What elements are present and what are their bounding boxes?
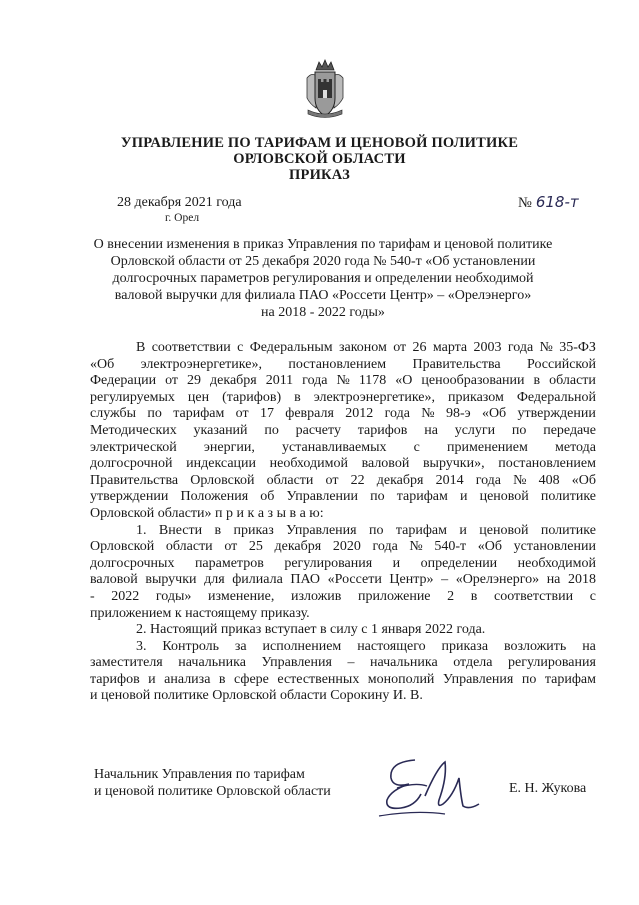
body-word: естественных [277,671,360,687]
body-word: в [218,671,226,687]
body-word: в [533,373,541,389]
body-word: – [347,655,355,671]
body-line [90,655,596,672]
body-word: «О [395,373,413,389]
body-word: года [475,472,502,488]
body-line: Орловской области» п р и к а з ы в а ю: [90,505,324,521]
body-word: тарифам [396,489,448,505]
body-word: тарифов [90,671,140,687]
body-word: с [413,439,420,455]
body-word: параметров [194,555,264,571]
body-word: и [148,671,156,687]
body-word: № [336,373,350,389]
body-word: годы» [155,588,192,604]
body-word: для [204,572,225,588]
document-type: ПРИКАЗ [289,167,350,183]
body-word: от [165,373,179,389]
body-word: утверждении [90,489,169,505]
subject-line: О внесении изменения в приказ Управления по тарифам и ценовой политике [93,237,553,252]
body-word: декабря [274,539,322,555]
subject-line: на 2018 - 2022 годы» [261,305,385,320]
subject-line: долгосрочных параметров регулирования и определении необходимой [112,271,534,286]
body-line [90,572,596,589]
body-word: области [165,539,213,555]
body-word: приказ [233,522,274,538]
body-word: «Об [90,356,115,372]
body-line [90,340,596,357]
body-word: заместителя [90,655,163,671]
body-line: и ценовой политике Орловской области Сорокину И. В. [90,688,423,704]
body-word: Контроль [162,638,219,654]
signatory-title-line2: и ценовой политике Орловской области [94,784,331,799]
body-word: от [325,472,339,488]
body-word: индексации [186,456,257,472]
body-word: 29 [187,373,202,389]
body-word: и [459,522,467,538]
body-word: долгосрочных [90,555,175,571]
body-word: Орловской [190,472,255,488]
body-word: валовой [90,572,138,588]
body-word: сфере [234,671,269,687]
body-word: (тарифов) [222,389,282,405]
body-word: тарифов [357,422,408,438]
body-word: исполнением [262,638,342,654]
signatory-name: Е. Н. Жукова [509,781,587,796]
body-word: В [136,340,146,355]
body-word: и [459,489,468,505]
body-word: изменение, [208,588,275,604]
body-word: от [235,406,249,422]
body-word: приказом [448,389,504,405]
subject-line: валовой выручки для филиала ПАО «Россети Центр» – «Орелэнерго» [114,288,532,303]
body-word: 2011 [265,373,294,389]
body-word: - [90,588,95,604]
body-line [90,456,596,473]
body-word: утверждении [517,406,596,422]
body-word: энергии, [203,439,255,455]
body-word: необходимой [517,555,596,571]
body-word: регулирования [284,555,373,571]
body-word: отдела [453,655,493,671]
body-word: соответствии [493,588,574,604]
number-value: 618-т [535,193,579,211]
body-word: в [214,522,222,538]
body-word: тарифам [395,522,447,538]
body-word: «Об [477,539,503,555]
body-word: 408 [538,472,560,488]
body-word: года [372,539,398,555]
body-line [90,523,596,540]
body-word: «Орелэнерго» [455,572,540,588]
body-line [90,489,596,506]
body-line: приложением к настоящему приказу. [90,605,310,621]
body-word: 2018 [567,572,596,588]
body-word: определении [420,555,498,571]
body-word: по [147,406,162,422]
body-word: об [260,489,275,505]
body-line [90,373,596,390]
body-word: Управления [442,671,514,687]
body-word: по [264,422,279,438]
coat-of-arms-icon [302,58,348,120]
body-line [90,639,596,656]
body-word: филиала [232,572,283,588]
body-word: 26 [412,340,427,355]
body-word: на [582,638,596,654]
body-word: февраля [285,406,334,422]
body-word: 2014 [435,472,464,488]
body-word: метода [555,439,596,455]
body-word: выручки [145,572,197,588]
body-word: года [507,340,534,355]
body-line [90,390,596,407]
body-word: Федерации [90,373,157,389]
body-word: с [237,340,244,355]
body-word: 540-т [434,539,467,555]
body-word: Орловской [90,539,155,555]
body-line: 2. Настоящий приказ вступает в силу с 1 января 2022 года. [136,622,486,638]
body-word: и [392,555,401,571]
body-word: валовой [361,456,410,472]
body-word: службы [90,406,137,422]
body-word: в [470,588,478,604]
body-word: установлении [513,539,596,555]
body-word: 22 [350,472,365,488]
body-word: ценовой [479,522,529,538]
body-word: анализа [164,671,211,687]
body-word: декабря [210,373,257,389]
body-word: 17 [259,406,274,422]
subject-line: Орловской области от 25 декабря 2020 года № 540-т «Об установлении [110,254,536,269]
body-word: Федеральной [516,389,596,405]
body-word: 2012 [345,406,374,422]
body-word: области [549,373,596,389]
document-body [90,340,596,705]
body-word: от [393,340,407,355]
body-word: долгосрочной [90,456,173,472]
body-line [90,672,596,689]
body-word: применением [447,439,528,455]
body-word: № [421,406,435,422]
body-word: постановлением [288,356,387,372]
organization-title: УПРАВЛЕНИЕ ПО ТАРИФАМ И ЦЕНОВОЙ ПОЛИТИКЕ [120,135,519,151]
body-word: по [511,422,527,438]
body-word: 2 [447,588,455,604]
body-word: Федеральным [249,340,333,355]
body-word: за [234,638,247,654]
body-word: Положения [180,489,249,505]
body-word: в [294,389,301,405]
body-word: изложив [290,588,342,604]
body-word: электроэнергетике», [140,356,262,372]
body-word: «Россети [327,572,382,588]
body-word: 35-ФЗ [559,340,596,355]
number-label: № [518,195,532,211]
body-word: 3. [136,638,147,654]
body-word: тарифам [173,406,225,422]
body-word: 2020 [332,539,361,555]
body-word: по [521,671,537,687]
body-word: законом [338,340,387,355]
body-word: 1. [136,522,147,538]
body-line [90,423,596,440]
body-line [90,539,596,556]
body-word: на [546,572,561,588]
body-word: Управления [286,522,357,538]
body-word: «Об [571,472,596,488]
body-word: начальника [370,655,438,671]
body-word: № [409,539,423,555]
body-word: регулирования [508,655,596,671]
body-word: ценообразовании [421,373,525,389]
body-word: по [370,489,385,505]
body-word: необходимой [269,456,348,472]
body-word: ПАО [290,572,321,588]
handwritten-signature [375,748,493,818]
body-word: Методических [90,422,177,438]
body-word: Центр» [389,572,434,588]
body-word: политике [540,522,596,538]
body-word: политике [540,489,596,505]
document-number [518,193,579,212]
body-line [90,440,596,457]
body-word: 98-э [445,406,471,422]
body-word: с [589,588,596,604]
body-word: 2022 [111,588,140,604]
body-word: по [368,522,384,538]
body-word: расчету [295,422,341,438]
body-line [90,473,596,490]
body-word: № [539,340,553,355]
body-word: устанавливаемых [282,439,387,455]
organization-region: ОРЛОВСКОЙ ОБЛАСТИ [233,151,406,167]
body-word: Управлении [286,489,359,505]
body-word: года [384,406,410,422]
body-word: электрической [90,439,177,455]
signatory-title-line1: Начальник Управления по тарифам [94,767,305,782]
body-word: приложение [358,588,431,604]
body-word: ценовой [479,489,529,505]
body-line [90,589,596,606]
document-city: г. Орел [165,212,200,224]
body-word: «Об [481,406,507,422]
body-word: электроэнергетике», [313,389,436,405]
body-word: Правительства [412,356,501,372]
body-word: 1178 [358,373,387,389]
body-line [90,406,596,423]
body-word: 2003 [473,340,502,355]
body-word: монополий [367,671,435,687]
body-word: Управления [261,655,332,671]
body-word: начальника [178,655,246,671]
document-subject [88,236,558,321]
body-word: № [513,472,527,488]
body-word: постановлением [498,456,596,472]
body-word: марта [432,340,468,355]
body-word: Правительства [90,472,179,488]
body-word: соответствии [151,340,231,355]
body-word: 25 [248,539,263,555]
body-word: декабря [376,472,424,488]
document-date: 28 декабря 2021 года [117,195,242,210]
body-word: настоящего [357,638,426,654]
body-line [90,556,596,573]
body-word: – [441,572,449,588]
body-word: Российской [527,356,596,372]
body-word: на [424,422,438,438]
body-word: области [266,472,314,488]
body-word: от [224,539,238,555]
body-word: возложить [503,638,567,654]
body-word: выручки», [422,456,485,472]
body-word: регулируемых [90,389,175,405]
body-word: приказа [441,638,489,654]
signatory-title [94,766,331,800]
body-word: услуги [454,422,496,438]
body-word: тарифам [544,671,596,687]
body-word: года [302,373,328,389]
body-word: передаче [543,422,596,438]
body-word: указаний [193,422,248,438]
body-line [90,357,596,374]
body-word: цен [187,389,210,405]
body-word: Внести [158,522,203,538]
